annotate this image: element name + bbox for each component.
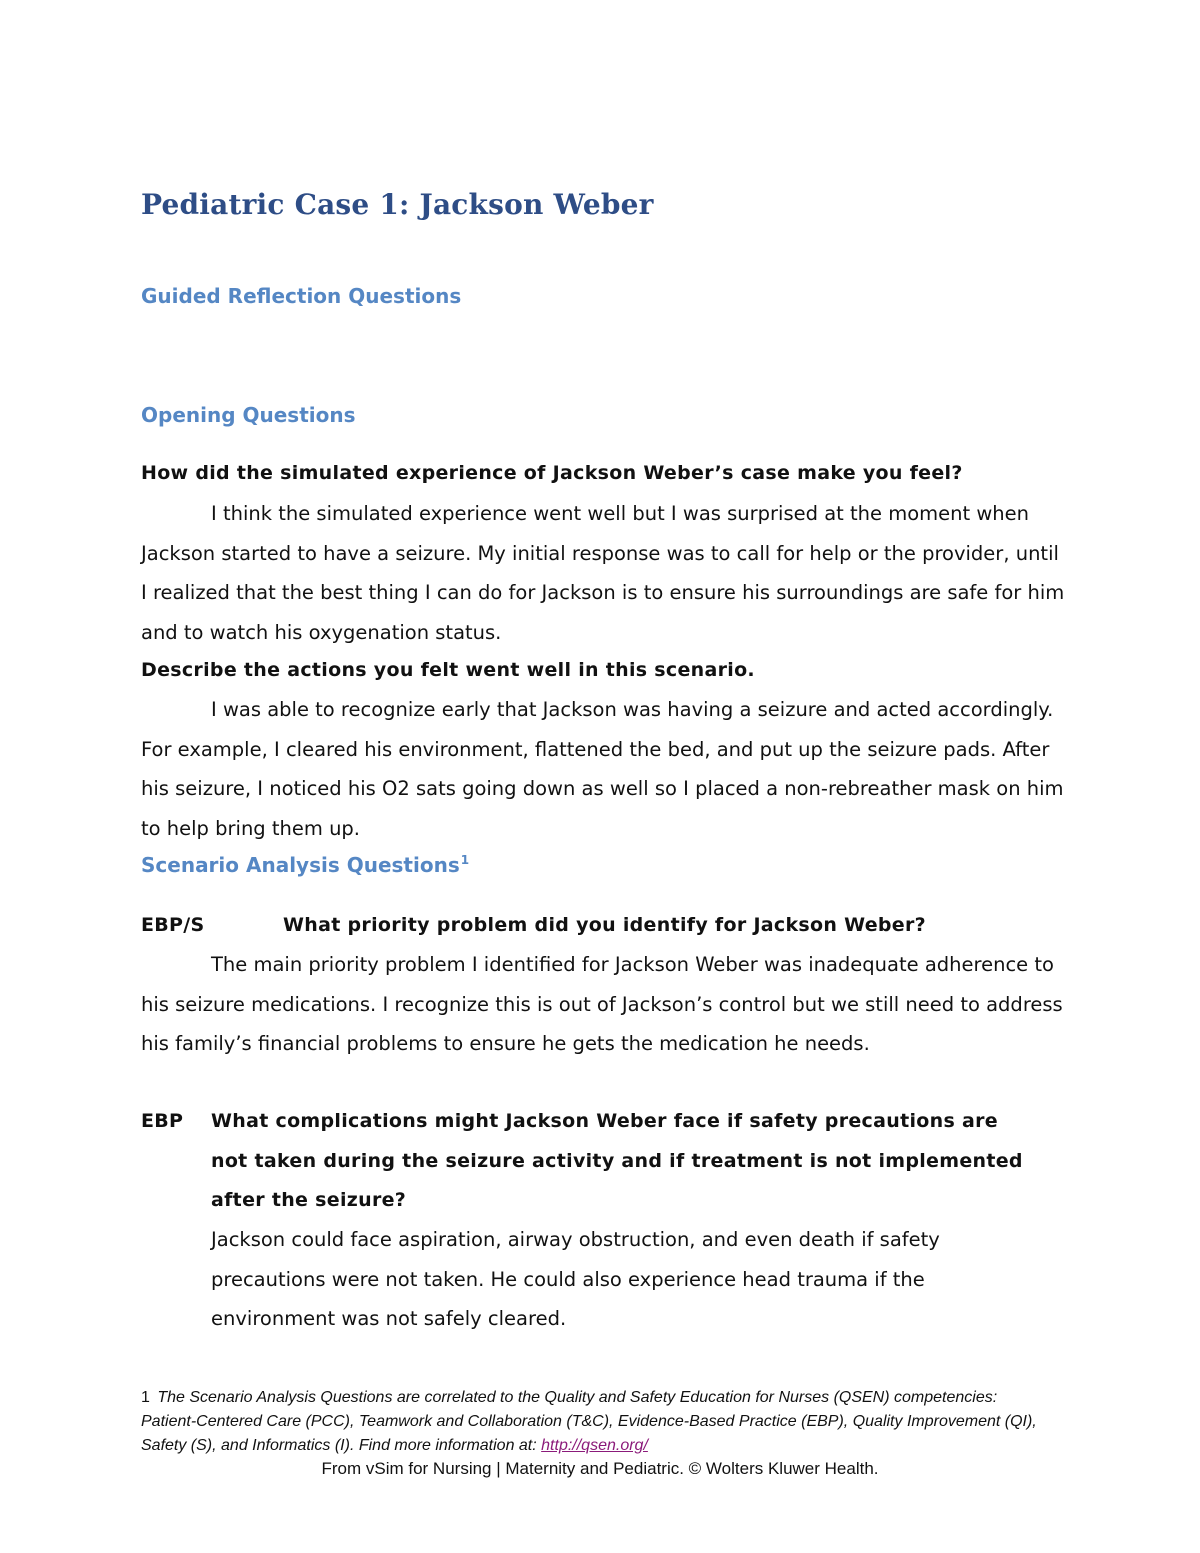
footnote-text: The Scenario Analysis Questions are correlated to the Quality and Safety Education for Nurses (QSEN) competencies: Patient-Centered Care (PCC), Teamwork and Collaboration (T&C), Evidence-Based Practice (EBP), Quality Improvement (QI), Safety (S), and Informatics (I). Find more information at: <box>141 1389 1037 1454</box>
qsen-link[interactable]: http://qsen.org/ <box>541 1437 648 1454</box>
guided-reflection-heading: Guided Reflection Questions <box>141 284 462 308</box>
footnote-ref: 1 <box>460 853 470 867</box>
answer-actions: I was able to recognize early that Jackson was having a seizure and acted accordingly. For example, I cleared his environment, flattened the bed, and put up the seizure pads. After his seizure, I noticed his O2 sats going down as well so I placed a non-rebreather mask on him to help bring them up. <box>141 698 1064 840</box>
answer-complications: Jackson could face aspiration, airway obstruction, and even death if safety precautions were not taken. He could also experience head trauma if the environment was not safely cleared. <box>211 1228 940 1330</box>
opening-questions-heading: Opening Questions <box>141 403 356 427</box>
page-footer: From vSim for Nursing | Maternity and Pediatric. © Wolters Kluwer Health. <box>321 1459 879 1478</box>
question-priority: What priority problem did you identify for Jackson Weber? <box>283 914 926 936</box>
qsen-code: EBP <box>141 1110 184 1132</box>
page-title: Pediatric Case 1: Jackson Weber <box>141 188 654 221</box>
answer-priority: The main priority problem I identified for Jackson Weber was inadequate adherence to his seizure medications. I recognize this is out of Jackson’s control but we still need to address his family’s financial problems to ensure he gets the medication he needs. <box>141 953 1063 1055</box>
scenario-heading-text: Scenario Analysis Questions <box>141 853 460 877</box>
question-feel: How did the simulated experience of Jackson Weber’s case make you feel? <box>141 462 963 484</box>
qsen-code: EBP/S <box>141 914 205 936</box>
question-complications-row <box>141 1102 1066 1221</box>
question-complications: What complications might Jackson Weber face if safety precautions are not taken during the seizure activity and if treatment is not implemented after the seizure? <box>211 1110 1023 1211</box>
footnote <box>141 1386 1041 1458</box>
scenario-analysis-heading <box>141 853 469 877</box>
question-actions: Describe the actions you felt went well in this scenario. <box>141 659 755 681</box>
footnote-number: 1 <box>141 1389 150 1406</box>
question-priority-row <box>141 906 926 946</box>
answer-feel: I think the simulated experience went well but I was surprised at the moment when Jackson started to have a seizure. My initial response was to call for help or the provider, until I realized that the best thing I can do for Jackson is to ensure his surroundings are safe for him and to watch his oxygenation status. <box>141 502 1065 644</box>
